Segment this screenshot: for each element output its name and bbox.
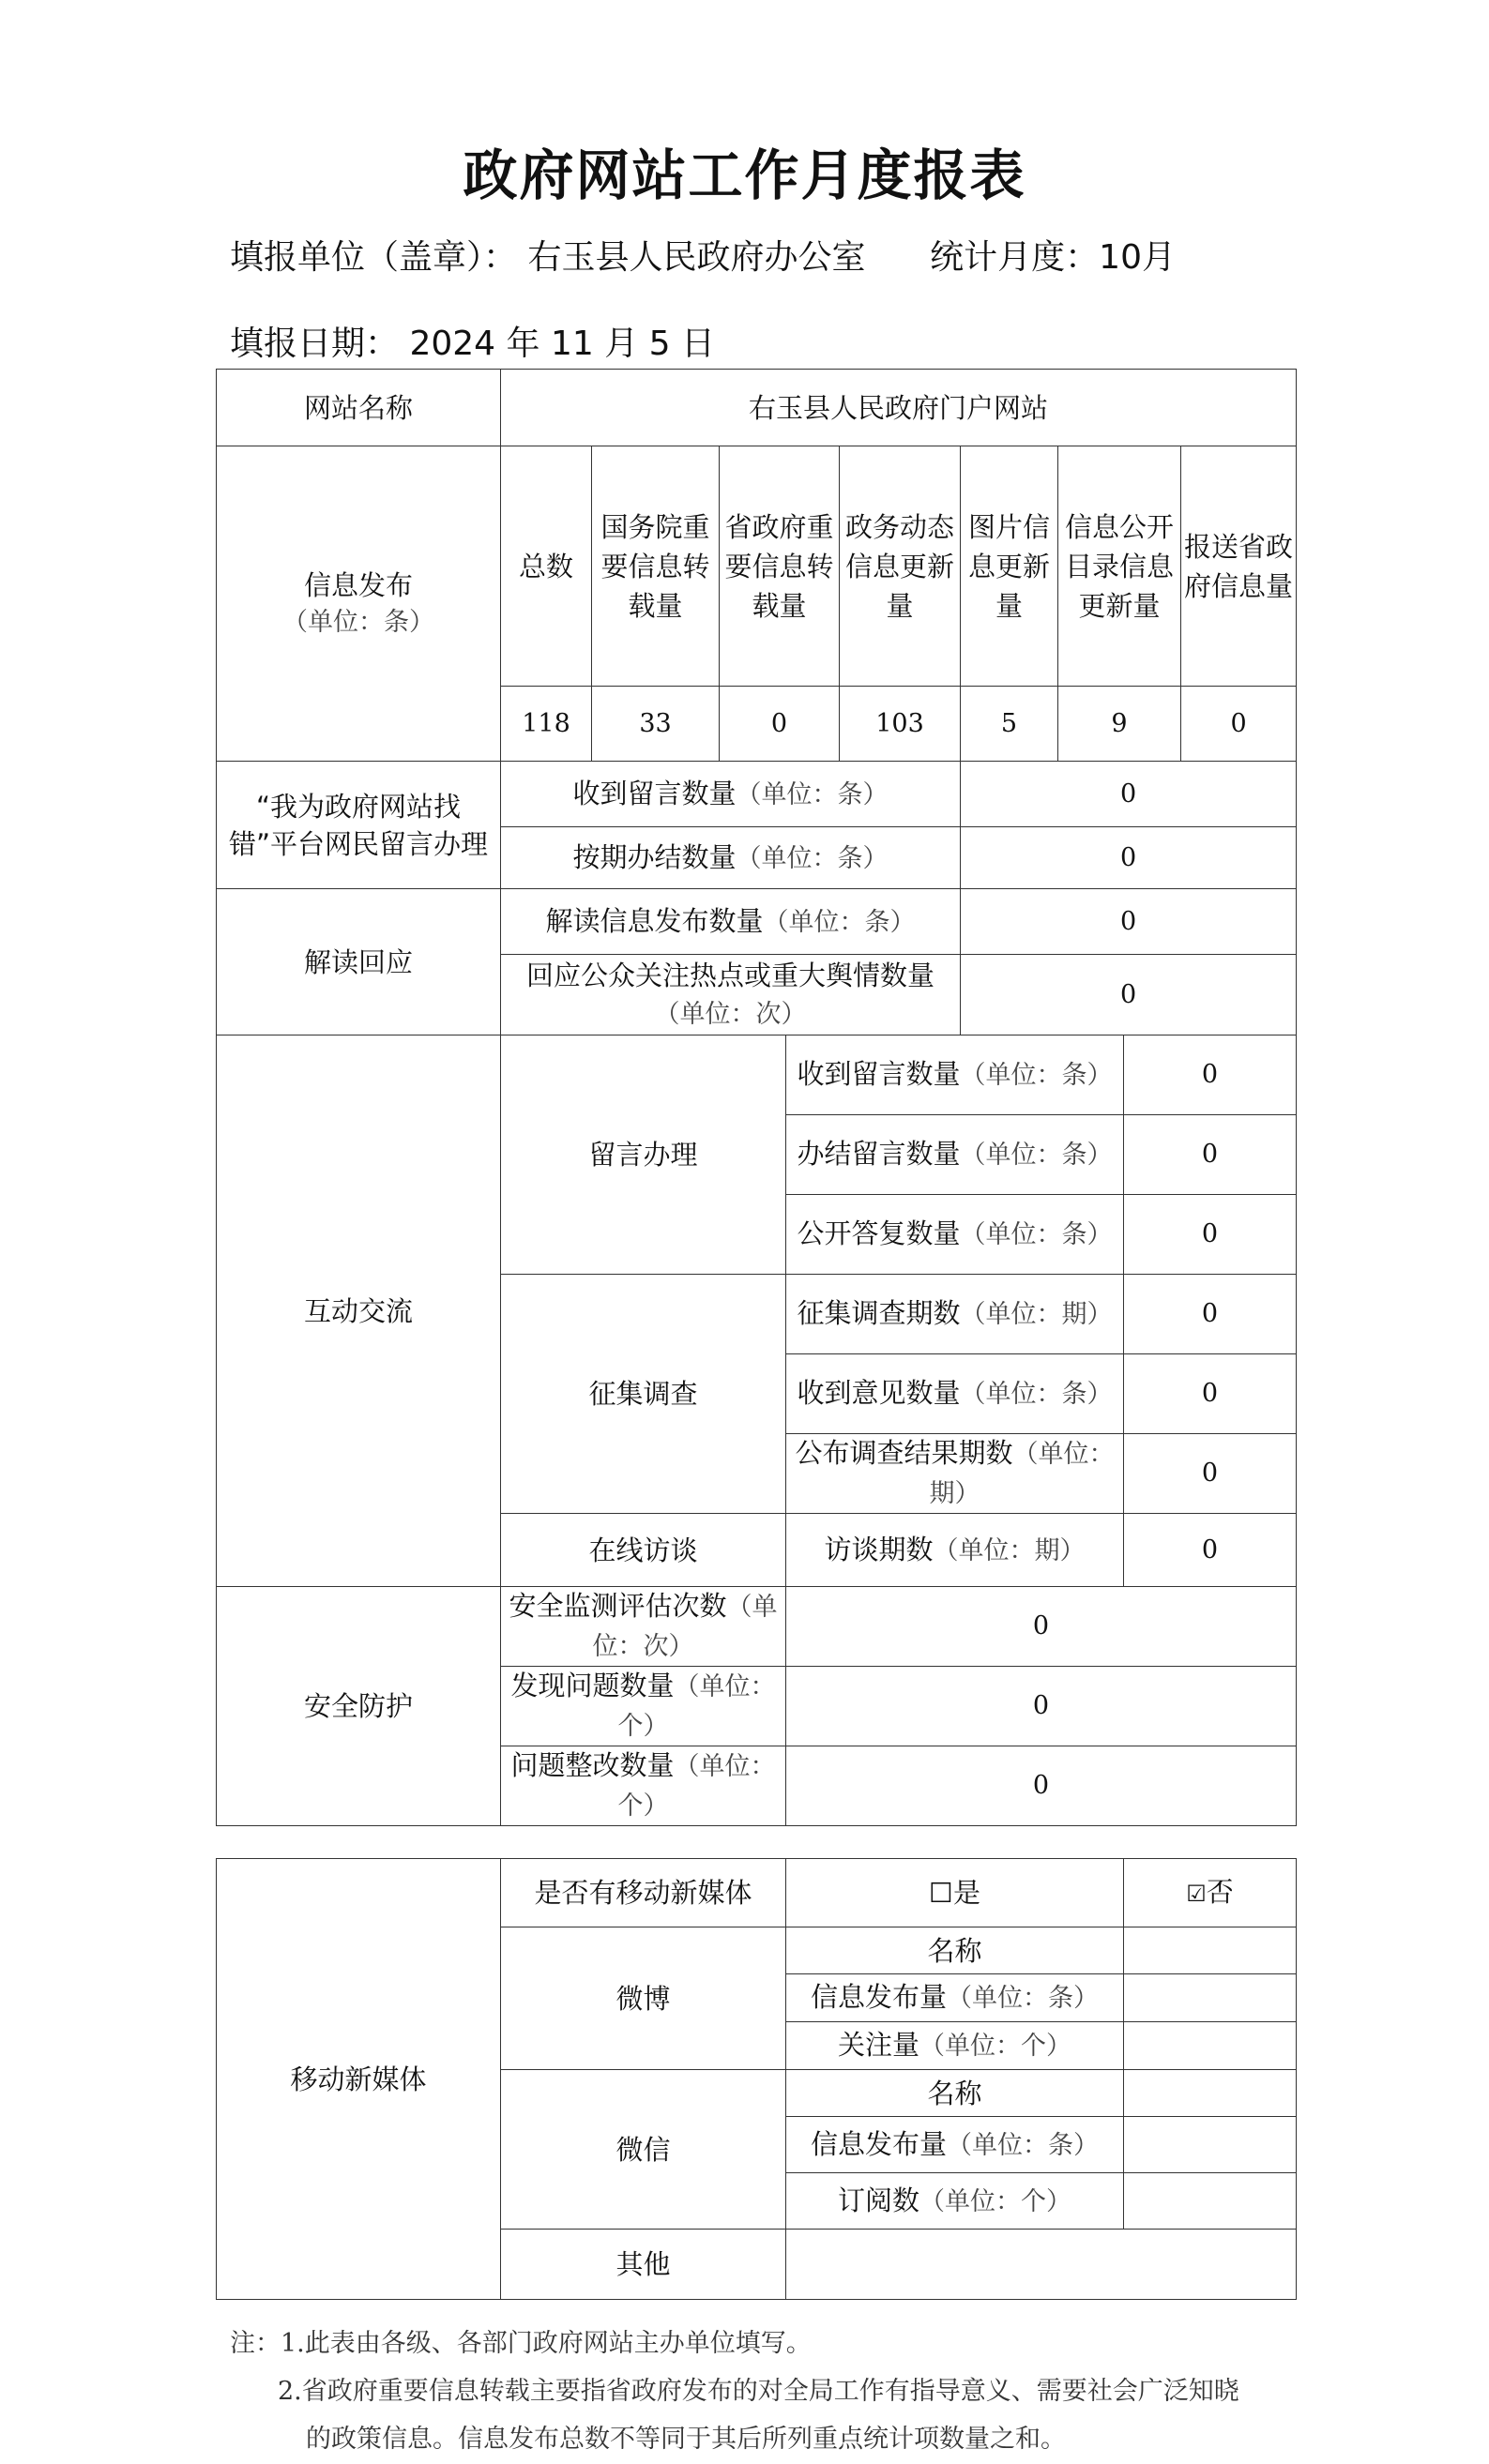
weibo-publish-value[interactable]	[1124, 1974, 1297, 2022]
site-value: 右玉县人民政府门户网站	[501, 370, 1297, 446]
checkbox-unchecked-icon[interactable]: ☐	[928, 1877, 953, 1909]
has-mobile-label: 是否有移动新媒体	[501, 1859, 786, 1927]
msg-received-label: 收到留言数量（单位：条）	[786, 1035, 1124, 1115]
month-label: 统计月度：	[930, 238, 1100, 277]
wechat-subscribe-value[interactable]	[1124, 2173, 1297, 2230]
month-value: 10月	[1099, 238, 1176, 277]
interp-response-label: 回应公众关注热点或重大舆情数量（单位：次）	[501, 955, 961, 1035]
col-gov-news-value: 103	[840, 687, 961, 762]
col-report-label: 报送省政府信息量	[1181, 446, 1297, 687]
note-line-2: 2.省政府重要信息转载主要指省政府发布的对全局工作有指导意义、需要社会广泛知晓	[278, 2377, 1239, 2406]
security-issues-label: 发现问题数量（单位：个）	[501, 1667, 786, 1746]
page-title: 政府网站工作月度报表	[463, 144, 1026, 207]
msg-closed-value: 0	[1124, 1115, 1297, 1195]
col-province-label: 省政府重要信息转载量	[720, 446, 840, 687]
col-gov-news-label: 政务动态信息更新量	[840, 446, 961, 687]
wechat-name-value[interactable]	[1124, 2070, 1297, 2117]
date-label: 填报日期：	[230, 325, 400, 363]
note-line-1: 注：1.此表由各级、各部门政府网站主办单位填写。	[230, 2329, 812, 2358]
col-total-label: 总数	[501, 446, 592, 687]
weibo-follow-value[interactable]	[1124, 2022, 1297, 2070]
col-catalog-value: 9	[1058, 687, 1181, 762]
msg-reply-label: 公开答复数量（单位：条）	[786, 1195, 1124, 1275]
col-image-value: 5	[961, 687, 1058, 762]
security-monitor-value: 0	[786, 1587, 1297, 1667]
error-platform-label: “我为政府网站找错”平台网民留言办理	[217, 762, 501, 889]
unit-label: 填报单位（盖章）：	[230, 238, 518, 277]
survey-group-label: 征集调查	[501, 1275, 786, 1514]
weibo-label: 微博	[501, 1927, 786, 2070]
msg-received-value: 0	[1124, 1035, 1297, 1115]
col-image-label: 图片信息更新量	[961, 446, 1058, 687]
security-fixed-label: 问题整改数量（单位：个）	[501, 1746, 786, 1826]
weibo-name-value[interactable]	[1124, 1927, 1297, 1974]
security-label: 安全防护	[217, 1587, 501, 1826]
col-province-value: 0	[720, 687, 840, 762]
weibo-name-label: 名称	[786, 1927, 1124, 1974]
report-table	[216, 369, 1297, 1035]
wechat-name-label: 名称	[786, 2070, 1124, 2117]
survey-periods-value: 0	[1124, 1275, 1297, 1354]
security-issues-value: 0	[786, 1667, 1297, 1746]
site-label: 网站名称	[217, 370, 501, 446]
has-mobile-no[interactable]: ☑否	[1124, 1859, 1297, 1927]
survey-opinions-label: 收到意见数量（单位：条）	[786, 1354, 1124, 1434]
msg-reply-value: 0	[1124, 1195, 1297, 1275]
has-mobile-yes[interactable]: ☐是	[786, 1859, 1124, 1927]
interaction-label: 互动交流	[217, 1035, 501, 1587]
security-fixed-value: 0	[786, 1746, 1297, 1826]
other-value[interactable]	[786, 2230, 1297, 2300]
interp-publish-value: 0	[961, 889, 1297, 955]
weibo-publish-label: 信息发布量（单位：条）	[786, 1974, 1124, 2022]
error-received-value: 0	[961, 762, 1297, 827]
note-line-3: 的政策信息。信息发布总数不等同于其后所列重点统计项数量之和。	[306, 2425, 1066, 2454]
mobile-label: 移动新媒体	[217, 1859, 501, 2300]
col-state-council-value: 33	[592, 687, 720, 762]
error-closed-value: 0	[961, 827, 1297, 889]
interaction-security-table	[216, 1035, 1297, 1826]
msg-closed-label: 办结留言数量（单位：条）	[786, 1115, 1124, 1195]
wechat-publish-label: 信息发布量（单位：条）	[786, 2117, 1124, 2173]
interp-response-value: 0	[961, 955, 1297, 1035]
col-total-value: 118	[501, 687, 592, 762]
unit-value: 右玉县人民政府办公室	[527, 238, 866, 277]
col-catalog-label: 信息公开目录信息更新量	[1058, 446, 1181, 687]
other-label: 其他	[501, 2230, 786, 2300]
col-state-council-label: 国务院重要信息转载量	[592, 446, 720, 687]
error-closed-label: 按期办结数量（单位：条）	[501, 827, 961, 889]
interview-group-label: 在线访谈	[501, 1514, 786, 1587]
wechat-subscribe-label: 订阅数（单位：个）	[786, 2173, 1124, 2230]
error-received-label: 收到留言数量（单位：条）	[501, 762, 961, 827]
date-value: 2024 年 11 月 5 日	[409, 325, 716, 363]
header-unit-line	[230, 231, 1176, 279]
col-report-value: 0	[1181, 687, 1297, 762]
wechat-publish-value[interactable]	[1124, 2117, 1297, 2173]
wechat-label: 微信	[501, 2070, 786, 2230]
survey-opinions-value: 0	[1124, 1354, 1297, 1434]
interpretation-label: 解读回应	[217, 889, 501, 1035]
survey-periods-label: 征集调查期数（单位：期）	[786, 1275, 1124, 1354]
checkbox-checked-icon[interactable]: ☑	[1186, 1881, 1207, 1907]
interview-periods-label: 访谈期数（单位：期）	[786, 1514, 1124, 1587]
mobile-media-table	[216, 1858, 1297, 2300]
survey-results-label: 公布调查结果期数（单位：期）	[786, 1434, 1124, 1514]
survey-results-value: 0	[1124, 1434, 1297, 1514]
message-group-label: 留言办理	[501, 1035, 786, 1275]
security-monitor-label: 安全监测评估次数（单位：次）	[501, 1587, 786, 1667]
weibo-follow-label: 关注量（单位：个）	[786, 2022, 1124, 2070]
interview-periods-value: 0	[1124, 1514, 1297, 1587]
info-publish-label: 信息发布 （单位：条）	[217, 446, 501, 762]
header-date-line	[230, 317, 715, 365]
interp-publish-label: 解读信息发布数量（单位：条）	[501, 889, 961, 955]
